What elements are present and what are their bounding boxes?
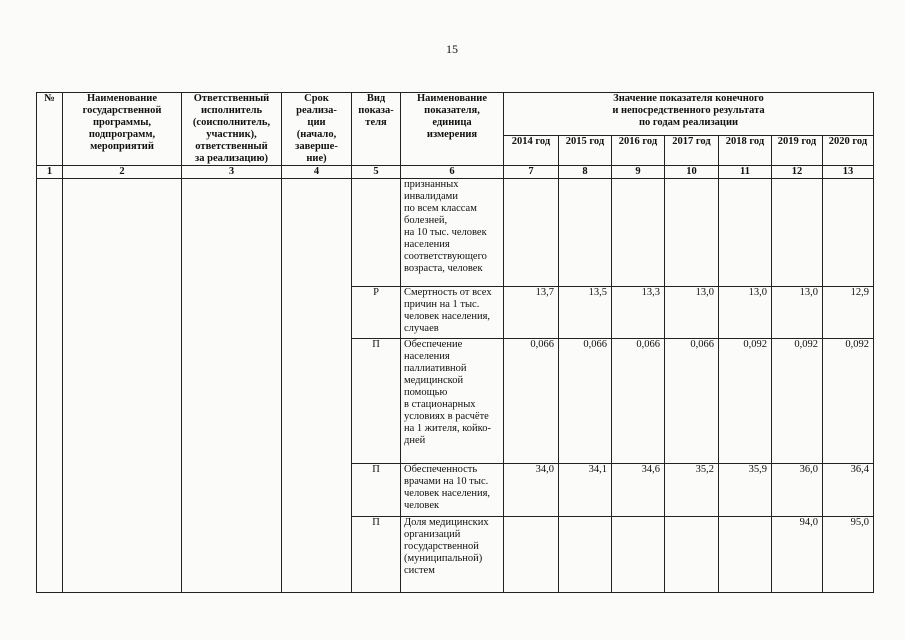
column-number: 9 — [612, 166, 665, 179]
column-number: 6 — [401, 166, 504, 179]
header-executor: Ответственный исполнитель (соисполнитель, участник), ответственный за реализацию) — [182, 93, 282, 166]
indicator-kind: П — [352, 464, 401, 517]
year-cell: 2020 год — [823, 135, 874, 165]
value-cell: 12,9 — [823, 287, 874, 339]
value-cell: 34,0 — [504, 464, 559, 517]
value-cell: 0,066 — [612, 339, 665, 464]
value-cell: 0,066 — [504, 339, 559, 464]
value-cell — [719, 179, 772, 287]
column-number: 2 — [63, 166, 182, 179]
indicator-kind: П — [352, 517, 401, 593]
year-cell: 2018 год — [719, 135, 772, 165]
value-cell — [612, 517, 665, 593]
value-cell: 95,0 — [823, 517, 874, 593]
column-number: 7 — [504, 166, 559, 179]
indicator-name: Доля медицинских организаций государственной (муниципальной) систем — [401, 517, 504, 593]
year-cell: 2015 год — [559, 135, 612, 165]
value-cell: 13,7 — [504, 287, 559, 339]
column-number: 4 — [282, 166, 352, 179]
value-cell — [665, 179, 719, 287]
indicator-kind: П — [352, 339, 401, 464]
value-cell: 0,066 — [559, 339, 612, 464]
column-numbers-row — [37, 166, 874, 179]
term-cell — [282, 179, 352, 593]
column-number: 1 — [37, 166, 63, 179]
indicator-name: Обеспеченность врачами на 10 тыс. человек населения, человек — [401, 464, 504, 517]
value-cell: 35,2 — [665, 464, 719, 517]
column-number: 10 — [665, 166, 719, 179]
year-cell: 2017 год — [665, 135, 719, 165]
value-cell — [559, 179, 612, 287]
value-cell: 13,0 — [719, 287, 772, 339]
header-number: № — [37, 93, 63, 166]
value-cell: 13,3 — [612, 287, 665, 339]
value-cell — [719, 517, 772, 593]
header-values-title: Значение показателя конечного и непосредственного результата по годам реализации — [504, 93, 874, 136]
value-cell — [823, 179, 874, 287]
header-row — [37, 93, 874, 136]
header-indicator-name: Наименование показателя, единица измерения — [401, 93, 504, 166]
value-cell: 35,9 — [719, 464, 772, 517]
value-cell: 0,092 — [772, 339, 823, 464]
header-term: Срок реализа- ции (начало, заверше- ние) — [282, 93, 352, 166]
value-cell — [665, 517, 719, 593]
value-cell: 13,0 — [665, 287, 719, 339]
column-number: 12 — [772, 166, 823, 179]
value-cell: 0,092 — [719, 339, 772, 464]
header-indicator-type: Вид показа- теля — [352, 93, 401, 166]
value-cell: 94,0 — [772, 517, 823, 593]
indicator-name: признанных инвалидами по всем классам болезней, на 10 тыс. человек населения соответствующего возраста, человек — [401, 179, 504, 287]
indicator-name: Обеспечение населения паллиативной медицинской помощью в стационарных условиях в расчёте на 1 жителя, койко- дней — [401, 339, 504, 464]
value-cell — [504, 517, 559, 593]
year-cell: 2019 год — [772, 135, 823, 165]
column-number: 11 — [719, 166, 772, 179]
table-row — [37, 179, 874, 287]
year-cell: 2016 год — [612, 135, 665, 165]
program-number-cell — [37, 179, 63, 593]
value-cell: 0,066 — [665, 339, 719, 464]
indicator-kind: Р — [352, 287, 401, 339]
program-name-cell — [63, 179, 182, 593]
value-cell: 34,1 — [559, 464, 612, 517]
year-cell: 2014 год — [504, 135, 559, 165]
column-number: 5 — [352, 166, 401, 179]
column-number: 13 — [823, 166, 874, 179]
indicators-table — [36, 92, 874, 593]
value-cell: 36,4 — [823, 464, 874, 517]
value-cell: 13,0 — [772, 287, 823, 339]
value-cell — [559, 517, 612, 593]
value-cell: 13,5 — [559, 287, 612, 339]
value-cell — [504, 179, 559, 287]
column-number: 8 — [559, 166, 612, 179]
indicator-kind — [352, 179, 401, 287]
value-cell: 0,092 — [823, 339, 874, 464]
value-cell — [612, 179, 665, 287]
value-cell: 34,6 — [612, 464, 665, 517]
column-number: 3 — [182, 166, 282, 179]
page-number: 15 — [446, 42, 458, 56]
value-cell: 36,0 — [772, 464, 823, 517]
executor-cell — [182, 179, 282, 593]
header-program-name: Наименование государственной программы, подпрограмм, мероприятий — [63, 93, 182, 166]
indicator-name: Смертность от всех причин на 1 тыс. человек населения, случаев — [401, 287, 504, 339]
value-cell — [772, 179, 823, 287]
